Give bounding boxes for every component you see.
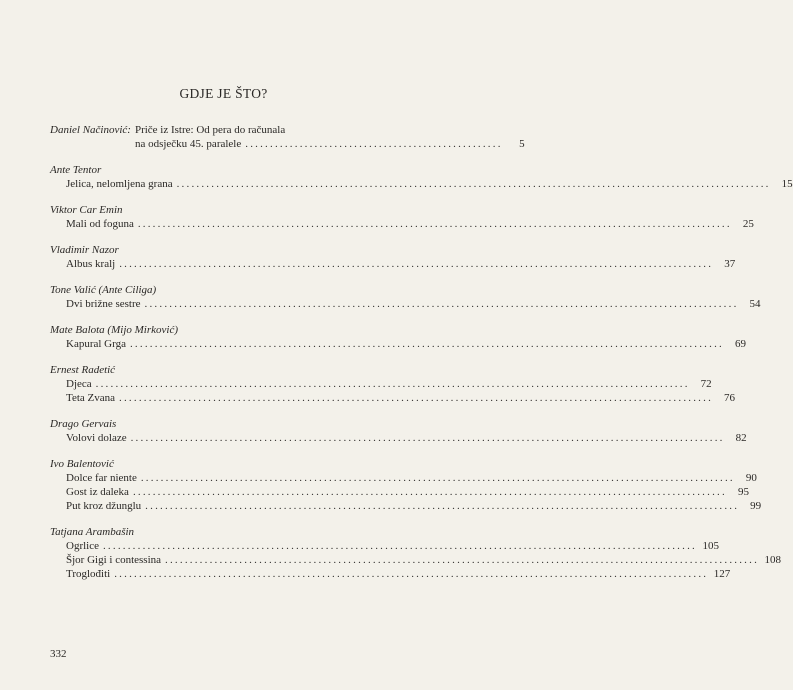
toc-section bbox=[50, 417, 747, 445]
toc-author: Viktor Car Emin bbox=[50, 204, 123, 216]
toc-item-title: Kapural Grga bbox=[66, 338, 126, 350]
toc-item bbox=[66, 553, 782, 567]
toc-section bbox=[50, 363, 736, 405]
toc-item-title: Albus kralj bbox=[66, 258, 116, 270]
leader-dots: ........................................................................................................................ bbox=[114, 568, 709, 580]
toc-item-title: Priče iz Istre: Od pera do računala bbox=[134, 124, 286, 136]
toc-item bbox=[66, 257, 736, 271]
toc-item bbox=[66, 297, 761, 311]
toc-item bbox=[66, 377, 712, 391]
toc-entry-intro bbox=[50, 123, 525, 151]
toc-item bbox=[66, 337, 746, 351]
toc-item bbox=[66, 217, 754, 231]
toc-item-page: 82 bbox=[735, 432, 747, 444]
leader-dots: .................................................... bbox=[245, 138, 503, 150]
toc-item-title: Ogrlice bbox=[66, 540, 99, 552]
leader-dots: ........................................................................................................................ bbox=[137, 218, 732, 230]
toc-section bbox=[50, 283, 761, 311]
toc-item-page: 54 bbox=[749, 298, 761, 310]
leader-dots: ........................................................................................................................ bbox=[165, 554, 760, 566]
leader-dots: ........................................................................................................................ bbox=[102, 540, 697, 552]
toc-section bbox=[50, 163, 793, 191]
toc-item-page: 72 bbox=[700, 378, 712, 390]
toc-author: Ernest Radetić bbox=[50, 364, 116, 376]
toc-item-title: Šjor Gigi i contessina bbox=[66, 554, 162, 566]
toc-author: Mate Balota (Mijo Mirković) bbox=[50, 324, 178, 336]
toc-item-page: 127 bbox=[713, 568, 731, 580]
toc-item-page: 99 bbox=[750, 500, 762, 512]
toc-item bbox=[66, 391, 736, 405]
toc-item bbox=[66, 177, 793, 191]
toc-item-title: Djeca bbox=[66, 378, 92, 390]
toc-item-title: Gost iz daleka bbox=[66, 486, 129, 498]
leader-dots: ........................................................................................................................ bbox=[176, 178, 771, 190]
toc-item-page: 108 bbox=[764, 554, 782, 566]
leader-dots: ........................................................................................................................ bbox=[144, 298, 739, 310]
toc-item bbox=[66, 471, 757, 485]
toc-item bbox=[66, 485, 749, 499]
toc-author: Tatjana Arambašin bbox=[50, 526, 135, 538]
toc-section bbox=[50, 323, 746, 351]
toc-author: Drago Gervais bbox=[50, 418, 117, 430]
leader-dots: ........................................................................................................................ bbox=[95, 378, 690, 390]
toc-item-title: Volovi dolaze bbox=[66, 432, 127, 444]
toc-author: Tone Valić (Ante Ciliga) bbox=[50, 284, 157, 296]
toc-item-page: 105 bbox=[702, 540, 719, 552]
toc-item-page: 5 bbox=[519, 138, 525, 150]
page-title: GDJE JE ŠTO? bbox=[179, 86, 268, 101]
toc-section bbox=[50, 243, 736, 271]
toc-item-title: na odsječku 45. paralele bbox=[134, 138, 242, 150]
toc-item-page: 69 bbox=[734, 338, 746, 350]
toc-author: Vladimir Nazor bbox=[50, 244, 119, 256]
leader-dots: ........................................................................................................................ bbox=[129, 338, 724, 350]
page-number: 332 bbox=[50, 648, 67, 660]
toc-section bbox=[50, 203, 754, 231]
toc-author: Daniel Načinović: bbox=[50, 124, 131, 136]
leader-dots: ........................................................................................................................ bbox=[119, 258, 714, 270]
leader-dots: ........................................................................................................................ bbox=[132, 486, 727, 498]
toc-author: Ante Tentor bbox=[50, 164, 102, 176]
leader-dots: ........................................................................................................................ bbox=[119, 392, 714, 404]
toc-section bbox=[50, 525, 782, 581]
toc-item-page: 37 bbox=[724, 258, 736, 270]
toc-item-page: 76 bbox=[724, 392, 736, 404]
leader-dots: ........................................................................................................................ bbox=[145, 500, 740, 512]
toc-item-title: Dolce far niente bbox=[66, 472, 137, 484]
toc-item-title: Jelica, nelomljena grana bbox=[66, 178, 173, 190]
toc-section bbox=[50, 457, 762, 513]
toc-item-page: 95 bbox=[737, 486, 749, 498]
toc-item-title: Dvi brižne sestre bbox=[66, 298, 141, 310]
toc-item bbox=[66, 431, 747, 445]
toc-item-title: Mali od foguna bbox=[66, 218, 134, 230]
toc-item-page: 90 bbox=[745, 472, 757, 484]
toc-item-page: 25 bbox=[742, 218, 754, 230]
toc-item-page: 15 bbox=[781, 178, 793, 190]
leader-dots: ........................................................................................................................ bbox=[140, 472, 735, 484]
toc-item-title: Put kroz džunglu bbox=[66, 500, 142, 512]
toc-sections bbox=[50, 163, 793, 581]
toc-item bbox=[66, 539, 719, 553]
leader-dots: ........................................................................................................................ bbox=[130, 432, 725, 444]
toc-item bbox=[66, 567, 731, 581]
toc-item bbox=[66, 499, 762, 513]
toc-item-title: Teta Zvana bbox=[66, 392, 116, 404]
toc-item-title: Troglođiti bbox=[66, 568, 111, 580]
toc-author: Ivo Balentović bbox=[50, 458, 114, 470]
table-of-contents bbox=[50, 123, 793, 581]
